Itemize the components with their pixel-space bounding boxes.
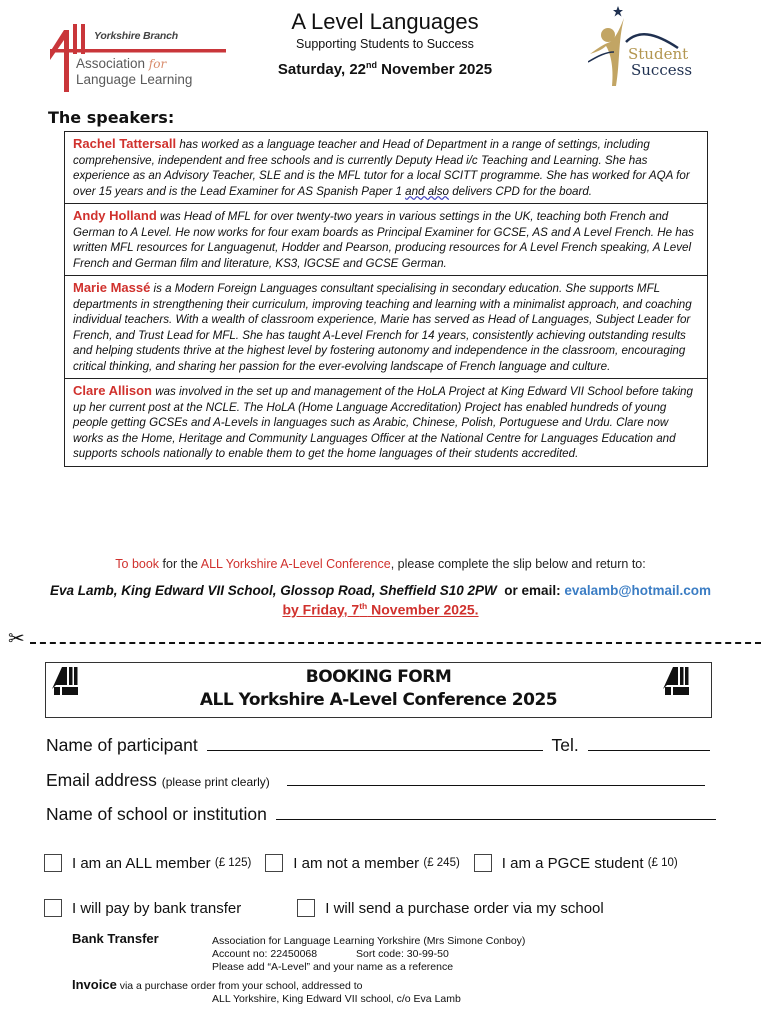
email-field[interactable] — [287, 770, 705, 786]
student-success-wordmark — [628, 46, 692, 78]
checkbox[interactable] — [297, 899, 315, 917]
all-yorkshire-logo — [48, 22, 228, 92]
date-sup: nd — [366, 60, 378, 70]
speaker-bio: is a Modern Foreign Languages consultant specialising in secondary education. She supports MFL departments in strengthening their curriculum, improving teaching and learning with a minimalist approach, and coaching individual teachers. With a wealth of classroom experience, Marie has served as Head of Languages, Subject Leader for French, and Trust Lead for MFL. She has taught A-Level French for 14 years, consistently achieving outstanding results and helping students thrive at the highest level by fostering autonomy and independence in the classroom, encouraging critical thinking, and sharing her passion for the ever-evolving landscape of French language and culture. — [73, 282, 692, 373]
speaker-bio-end: delivers CPD for the board. — [448, 184, 593, 198]
date-day: Saturday, 22 — [277, 61, 367, 78]
booking-instructions — [0, 557, 761, 571]
ss-line1: Student — [628, 45, 689, 63]
participant-label: Name of participant — [46, 735, 198, 755]
conference-name: ALL Yorkshire A-Level Conference — [200, 557, 391, 571]
checkbox-label: I will send a purchase order via my school — [325, 899, 604, 917]
logo-for: for — [148, 57, 167, 71]
checkbox-purchase-order[interactable] — [297, 899, 603, 917]
invoice-label: Invoice — [72, 977, 117, 992]
invoice-address: ALL Yorkshire, King Edward VII school, c/o Eva Lamb — [212, 993, 461, 1005]
school-row — [46, 804, 716, 825]
dashed-divider — [30, 642, 761, 644]
bank-sort-code: Sort code: 30-99-50 — [356, 948, 449, 960]
bank-account-no: Account no: 22450068 — [212, 948, 318, 960]
bank-transfer-block — [72, 932, 692, 972]
speakers-list — [64, 131, 708, 467]
participant-row — [46, 735, 710, 756]
payment-options — [44, 899, 618, 917]
logo-line1: Association — [76, 56, 149, 71]
booking-deadline — [0, 601, 761, 618]
or-email-text: or email: — [496, 583, 565, 598]
to-book-text: To book — [115, 557, 160, 571]
email-label: Email address — [46, 770, 157, 790]
checkbox-label: I will pay by bank transfer — [72, 899, 242, 917]
participant-name-field[interactable] — [207, 735, 543, 751]
speaker-bio-marked: and also — [405, 184, 449, 198]
for-the-text: for the — [159, 557, 201, 571]
bank-reference: Please add “A-Level” and your name as a reference — [212, 961, 454, 973]
bank-transfer-label: Bank Transfer — [72, 931, 159, 946]
school-label: Name of school or institution — [46, 804, 267, 824]
speaker-name: Andy Holland — [73, 208, 157, 223]
tel-label: Tel. — [551, 735, 579, 755]
speakers-heading: The speakers: — [48, 108, 175, 127]
logo-branch-text: Yorkshire Branch — [94, 30, 178, 42]
email-hint: (please print clearly) — [161, 775, 270, 789]
invoice-text: via a purchase order from your school, addressed to — [116, 980, 363, 992]
date-month-year: November 2025 — [377, 61, 493, 78]
checkbox-not-member[interactable] — [265, 854, 460, 872]
speaker-name: Marie Massé — [73, 280, 151, 295]
checkbox-all-member[interactable] — [44, 854, 251, 872]
speaker-bio: has worked as a language teacher and Head of Department in a range of settings, including comprehensive, independent and free schools and is currently Deputy Head i/c Teaching and Learning. She has experience as an Advisory Teacher, SLE and is the MFL tutor for a local SCITT programme. She has worked for AQA for over 15 years and is the Lead Examiner for AS Spanish Paper 1 — [73, 138, 690, 198]
bank-account-name: Association for Language Learning Yorkshire (Mrs Simone Conboy) — [212, 935, 526, 947]
price: (£ 10) — [647, 857, 678, 869]
speaker-entry — [65, 132, 707, 204]
checkbox[interactable] — [265, 854, 283, 872]
ss-line2: Success — [631, 61, 693, 79]
logo-line2: Language Learning — [76, 72, 193, 87]
tel-field[interactable] — [588, 735, 710, 751]
speaker-entry — [65, 379, 707, 466]
checkbox-label: I am an ALL member — [72, 854, 211, 872]
event-date — [255, 60, 515, 78]
checkbox[interactable] — [44, 854, 62, 872]
speaker-name: Rachel Tattersall — [73, 136, 177, 151]
speaker-bio: was Head of MFL for over twenty-two years in various settings in the UK, teaching both French and German to A Level. He now works for four exam boards as Principal Examiner for GCSE, AS and A Level French. He has written MFL resources for Languagenut, Hodder and Pearson, producing resources for A Level French speaking, A Level French and German film and literature, KS3, IGCSE and GCSE German. — [73, 210, 694, 270]
form-title: BOOKING FORM — [305, 667, 452, 687]
speaker-entry — [65, 204, 707, 276]
instructions-rest: , please complete the slip below and return to: — [390, 557, 646, 571]
email-row — [46, 770, 705, 791]
postal-address: Eva Lamb, King Edward VII School, Glossop Road, Sheffield S10 2PW — [49, 583, 497, 598]
deadline-sup: th — [359, 601, 368, 611]
scissors-icon: ✂ — [8, 628, 25, 650]
school-field[interactable] — [276, 804, 716, 820]
checkbox-label: I am a PGCE student — [501, 854, 644, 872]
form-subtitle: ALL Yorkshire A-Level Conference 2025 — [199, 690, 558, 710]
deadline-month-year: November 2025. — [367, 601, 479, 618]
checkbox[interactable] — [44, 899, 62, 917]
event-subtitle: Supporting Students to Success — [296, 37, 474, 51]
student-success-logo — [588, 2, 708, 92]
speaker-name: Clare Allison — [73, 383, 152, 398]
price: (£ 245) — [423, 857, 460, 869]
speaker-bio: was involved in the set up and management of the HoLA Project at King Edward VII School before taking up her current post at the NCLE. The HoLA (Home Language Accreditation) Project has enabled hundreds of young people getting GCSEs and A-Levels in languages such as Arabic, Chinese, Polish, Portuguese and Urdu. Clare now works as the Home, Heritage and Community Languages Officer at the National Centre for Languages Education and supports schools nationally to enable them to get the home languages of their students accredited. — [73, 385, 693, 460]
event-title: A Level Languages — [291, 9, 479, 34]
deadline-day: by Friday, 7 — [282, 601, 360, 618]
checkbox[interactable] — [474, 854, 492, 872]
event-title-block — [255, 8, 515, 78]
all-logo-icon — [663, 667, 689, 697]
checkbox-pgce-student[interactable] — [474, 854, 678, 872]
membership-options — [44, 854, 692, 872]
invoice-block — [72, 978, 692, 1008]
logo-association-text — [76, 56, 192, 88]
checkbox-label: I am not a member — [293, 854, 420, 872]
return-address — [0, 583, 761, 598]
payment-details — [72, 932, 692, 1008]
cut-line — [8, 628, 761, 652]
booking-form-header — [45, 662, 712, 718]
email-link[interactable]: evalamb@hotmail.com — [564, 583, 712, 598]
speaker-entry — [65, 276, 707, 379]
price: (£ 125) — [214, 857, 252, 869]
checkbox-bank-transfer[interactable] — [44, 899, 241, 917]
